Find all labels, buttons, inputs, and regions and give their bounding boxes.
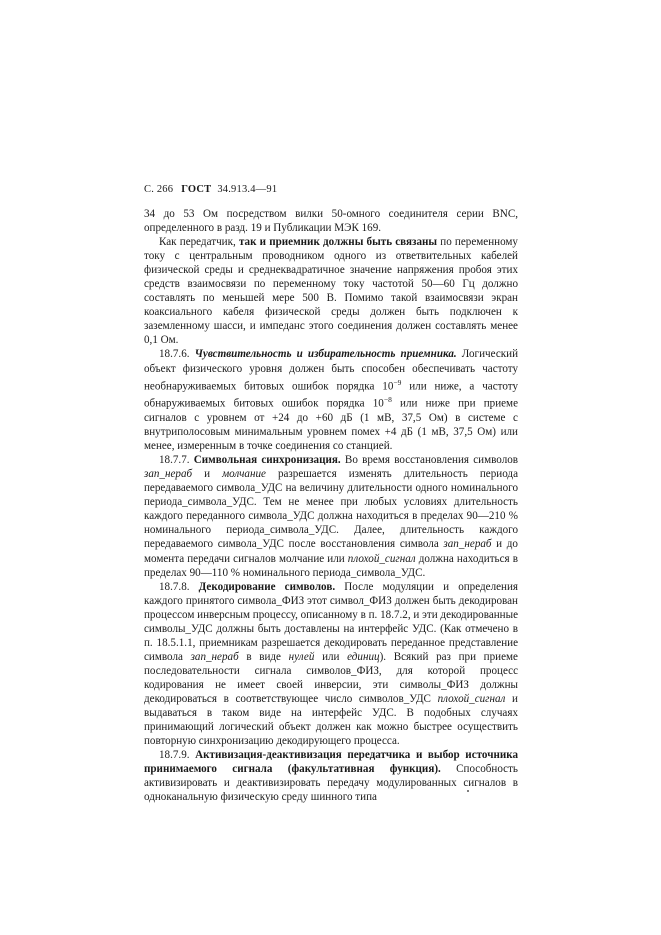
text-segment: так и приемник должны быть связаны	[238, 236, 438, 249]
text-segment: −9	[393, 377, 402, 387]
text-segment: или	[314, 650, 348, 663]
text-segment: Логический объект физического уровня должен быть способен обеспечивать частоту необнаруживаемых битовых ошибок порядка 10	[144, 348, 519, 393]
text-segment: нулей	[288, 650, 315, 663]
text-segment: зап_нераб	[144, 468, 193, 481]
text-segment: −8	[383, 395, 392, 405]
text-segment: и	[192, 468, 223, 481]
text-segment: 34 до 53 Ом посредством вилки 50-омного соединителя серии BNC, определенного в разд. 19 и Публикации МЭК 169.	[144, 208, 518, 235]
text-segment: или ниже, а частоту обнаруживаемых битовых ошибок порядка 10	[144, 380, 518, 410]
text-segment: зап_нераб	[443, 538, 492, 551]
text-segment: единиц	[347, 650, 380, 663]
text-segment: или ниже при приеме сигналов с уровнем от +24 до +60 дБ (1 мВ, 37,5 Ом) в системе с внутриполосовым минимальным уровнем помех +4 дБ (1 мВ, 37,5 Ом) или менее, измеренным в точке соединения со станцией.	[144, 397, 518, 453]
document-body	[144, 207, 518, 804]
paragraph-18-7-9	[144, 748, 518, 804]
text-segment: Чувствительность и избирательность приемника.	[194, 348, 457, 361]
text-segment: по переменному току с центральным проводником одного из ответвительных кабелей физической среды и среднеквадратичное значение напряжения пробоя этих средств взаимосвязи по переменному току частотой 50—60 Гц должно составлять по меньшей мере 500 В. Помимо такой взаимосвязи экран коаксиального кабеля физической среды должен быть подключен к заземленному шасси, и импеданс этого соединения должен составлять менее 0,1 Ом.	[144, 236, 518, 347]
scan-speck	[467, 790, 469, 792]
text-segment: Символьная синхронизация.	[193, 454, 341, 467]
text-segment: ). Всякий раз при приеме последовательности сигнала символов_ФИЗ, для которой процесс кодирования не имеет своей инверсии, эти символы_ФИЗ должны декодироваться в соответствующее число символов_УДС	[144, 650, 518, 705]
standard-number: 34.913.4—91	[217, 184, 278, 195]
text-segment: Активизация-деактивизация передатчика и выбор источника принимаемого сигнала (факультативная функция).	[144, 749, 519, 776]
text-segment: Декодирование символов.	[198, 580, 336, 593]
text-segment: Во время восстановления символов	[340, 454, 519, 467]
text-segment: должна находиться в пределах 90—110 % номинального периода_символа_УДС.	[144, 552, 518, 579]
text-segment: молчание	[222, 468, 266, 481]
text-segment: зап_нераб	[190, 650, 239, 663]
paragraph-18-7-8	[144, 580, 518, 749]
paragraph-continuation	[144, 207, 518, 235]
page-number: С. 266	[144, 184, 174, 195]
text-segment: плохой_сигнал	[437, 692, 506, 705]
text-segment: и до момента передачи сигналов молчание или	[144, 538, 518, 565]
paragraph-18-7-7	[144, 453, 518, 579]
text-segment: в виде	[238, 650, 289, 663]
text-segment: После модуляции и определения каждого принятого символа_ФИЗ этот символ_ФИЗ должен быть декодирован процессом инверсным процессу, описанному в п. 18.7.2, и эти декодированные символы_УДС должны быть доставлены на интерфейс УДС. (Как отмечено в п. 18.5.1.1, приемникам разрешается декодировать переданное представление символа	[144, 580, 519, 663]
text-segment: Способность активизировать и деактивизировать передачу модулированных сигналов в одноканальную физическую среду шинного типа	[144, 763, 518, 804]
paragraph-ac-coupling	[144, 235, 518, 347]
text-segment: и выдаваться в таком виде на интерфейс УДС. В подобных случаях принимающий логический объект должен как можно быстрее осуществить повторную синхронизацию декодирующего процесса.	[144, 692, 518, 748]
running-header	[144, 184, 277, 195]
text-segment: 18.7.6.	[159, 348, 195, 361]
text-segment: 18.7.9.	[159, 749, 196, 762]
standard-label: ГОСТ	[181, 184, 212, 195]
text-segment: разрешается изменять длительность периода передаваемого символа_УДС на величину длительности одного номинального периода_символа_УДС. Тем не менее при любых условиях длительность каждого переданного символа_УДС должна находиться в пределах 90—210 % номинального периода_символа_УДС. Далее, длительность каждого передаваемого символа_УДС после восстановления символа	[144, 468, 518, 551]
text-segment: 18.7.7.	[159, 454, 194, 467]
text-segment: плохой_сигнал	[347, 552, 416, 565]
text-segment: 18.7.8.	[159, 580, 199, 593]
text-segment: Как передатчик,	[159, 236, 239, 249]
paragraph-18-7-6	[144, 347, 518, 453]
